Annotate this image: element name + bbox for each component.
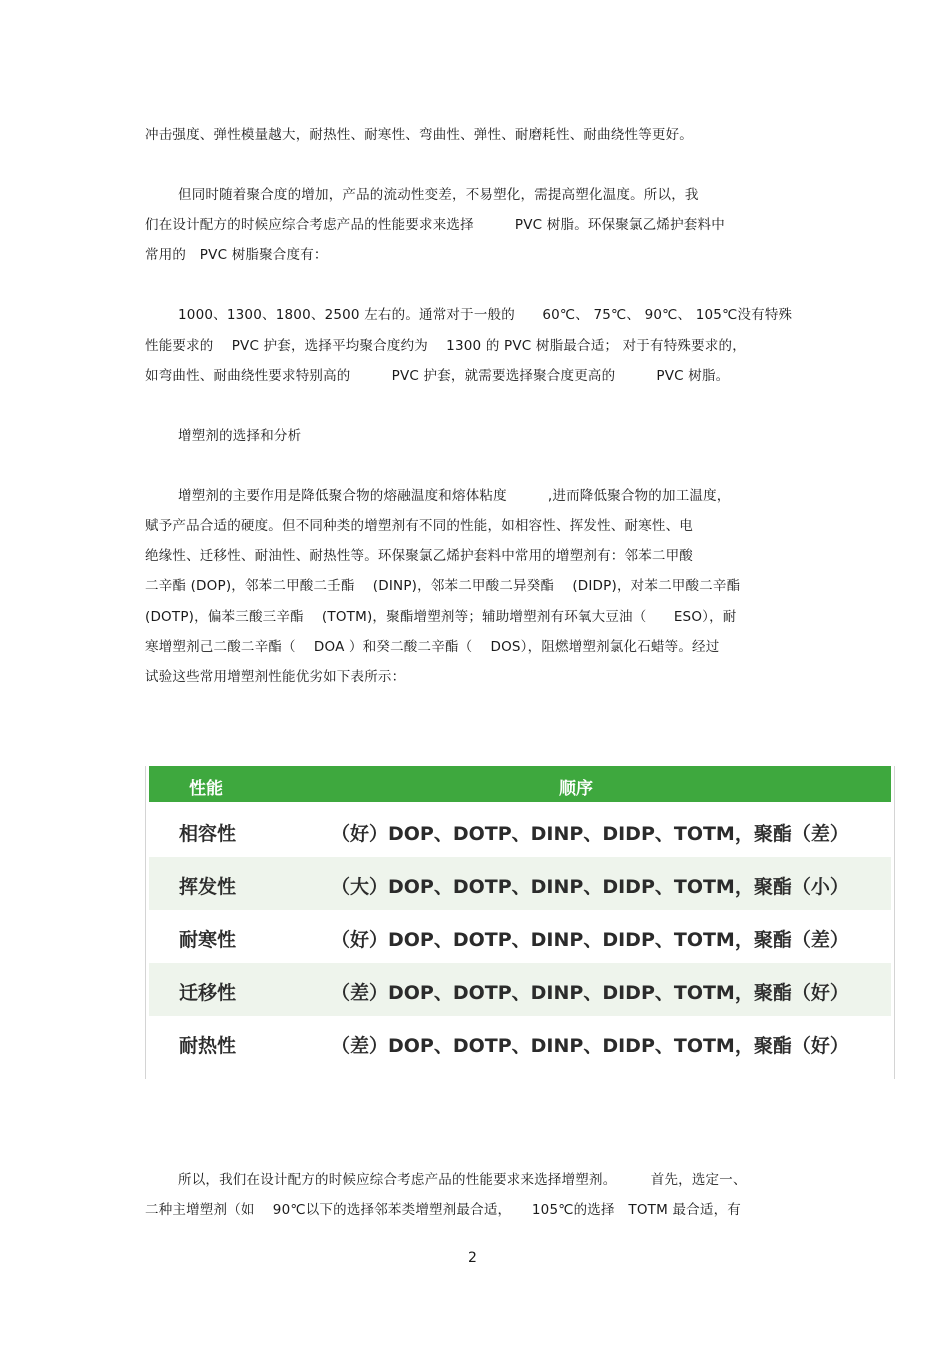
paragraph-line: 绝缘性、迁移性、耐油性、耐热性等。环保聚氯乙烯护套料中常用的增塑剂有：邻苯二甲酸 — [145, 548, 693, 564]
paragraph-line: 性能要求的 PVC 护套，选择平均聚合度约为 1300 的 PVC 树脂最合适； 对于有特殊要求的， — [145, 338, 746, 354]
row-property: 耐寒性 — [179, 929, 237, 951]
plasticizer-performance-table — [145, 766, 895, 1079]
paragraph-line: (DOTP)，偏苯三酸三辛酯 (TOTM)，聚酯增塑剂等；辅助增塑剂有环氧大豆油（ ESO），耐 — [145, 609, 737, 625]
paragraph-line: 1000、1300、1800、2500 左右的。通常对于一般的 60℃、 75℃、 90℃、 105℃没有特殊 — [178, 307, 793, 323]
paragraph-line: 增塑剂的主要作用是降低聚合物的熔融温度和熔体粘度 ,进而降低聚合物的加工温度， — [178, 488, 731, 504]
paragraph-line: 但同时随着聚合度的增加，产品的流动性变差，不易塑化，需提高塑化温度。所以，我 — [178, 187, 699, 203]
row-order: （差）DOP、DOTP、DINP、DIDP、TOTM，聚酯（好） — [331, 982, 849, 1004]
page-number: 2 — [468, 1250, 477, 1266]
row-property: 挥发性 — [179, 876, 237, 898]
row-property: 迁移性 — [179, 982, 237, 1004]
paragraph-line: 所以，我们在设计配方的时候应综合考虑产品的性能要求来选择增塑剂。 首先，选定一、 — [178, 1172, 747, 1188]
table-row — [149, 804, 891, 857]
row-order: （好）DOP、DOTP、DINP、DIDP、TOTM，聚酯（差） — [331, 823, 849, 845]
section-heading: 增塑剂的选择和分析 — [178, 428, 302, 444]
row-order: （好）DOP、DOTP、DINP、DIDP、TOTM，聚酯（差） — [331, 929, 849, 951]
paragraph-line: 如弯曲性、耐曲绕性要求特别高的 PVC 护套，就需要选择聚合度更高的 PVC 树脂。 — [145, 368, 730, 384]
row-order: （差）DOP、DOTP、DINP、DIDP、TOTM，聚酯（好） — [331, 1035, 849, 1057]
paragraph-line: 试验这些常用增塑剂性能优劣如下表所示： — [145, 669, 406, 685]
paragraph-line: 寒增塑剂己二酸二辛酯（ DOA ）和癸二酸二辛酯（ DOS），阻燃增塑剂氯化石蜡等。经过 — [145, 639, 720, 655]
paragraph-line: 二种主增塑剂（如 90℃以下的选择邻苯类增塑剂最合适， 105℃的选择 TOTM 最合适，有 — [145, 1202, 741, 1218]
table-row — [149, 1016, 891, 1069]
row-order: （大）DOP、DOTP、DINP、DIDP、TOTM，聚酯（小） — [331, 876, 849, 898]
table-header — [149, 766, 891, 802]
paragraph-line: 赋予产品合适的硬度。但不同种类的增塑剂有不同的性能，如相容性、挥发性、耐寒性、电 — [145, 518, 693, 534]
paragraph-line: 冲击强度、弹性模量越大，耐热性、耐寒性、弯曲性、弹性、耐磨耗性、耐曲绕性等更好。 — [145, 127, 693, 143]
table-row — [149, 963, 891, 1016]
paragraph-line: 常用的 PVC 树脂聚合度有： — [145, 247, 328, 263]
row-property: 相容性 — [179, 823, 237, 845]
table-header-order: 顺序 — [559, 779, 593, 799]
row-property: 耐热性 — [179, 1035, 237, 1057]
table-header-property: 性能 — [189, 779, 223, 799]
paragraph-line: 二辛酯 (DOP)，邻苯二甲酸二壬酯 (DINP)，邻苯二甲酸二异癸酯 (DIDP)，对苯二甲酸二辛酯 — [145, 578, 741, 594]
paragraph-line: 们在设计配方的时候应综合考虑产品的性能要求来选择 PVC 树脂。环保聚氯乙烯护套料中 — [145, 217, 725, 233]
table-row — [149, 910, 891, 963]
table-row — [149, 857, 891, 910]
